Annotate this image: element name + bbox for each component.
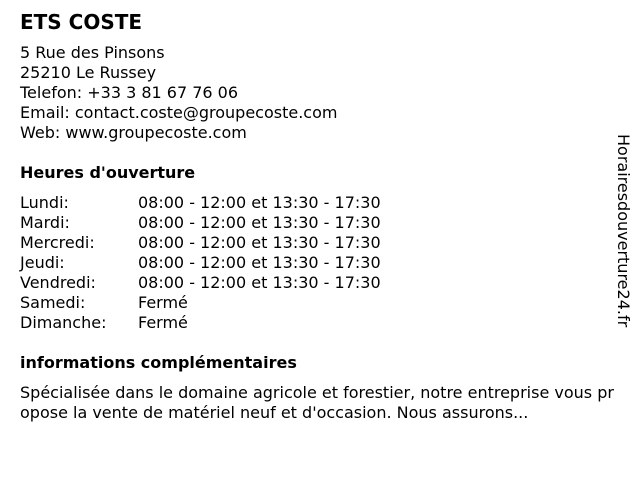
hours-value: 08:00 - 12:00 et 13:30 - 17:30 [138, 233, 381, 252]
day-label: Samedi: [20, 293, 86, 312]
hours-row-monday [20, 193, 450, 213]
day-label: Jeudi: [20, 253, 65, 272]
business-description: Spécialisée dans le domaine agricole et forestier, notre entreprise vous propose la vente de matériel neuf et d'occasion. Nous assurons... [20, 383, 614, 422]
phone-number: Telefon: +33 3 81 67 76 06 [20, 83, 239, 102]
hours-value: Fermé [138, 313, 188, 332]
site-watermark: Horairesdouverture24.fr [614, 134, 633, 328]
day-label: Dimanche: [20, 313, 107, 332]
hours-value: 08:00 - 12:00 et 13:30 - 17:30 [138, 213, 381, 232]
day-label: Vendredi: [20, 273, 96, 292]
day-label: Mercredi: [20, 233, 95, 252]
address-line-city: 25210 Le Russey [20, 63, 157, 82]
hours-row-sunday [20, 313, 450, 333]
hours-row-friday [20, 273, 450, 293]
hours-row-tuesday [20, 213, 450, 233]
business-name: ETS COSTE [20, 10, 143, 34]
hours-row-saturday [20, 293, 450, 313]
website-address: Web: www.groupecoste.com [20, 123, 247, 142]
opening-hours-table [20, 193, 450, 333]
hours-value: Fermé [138, 293, 188, 312]
hours-row-thursday [20, 253, 450, 273]
hours-value: 08:00 - 12:00 et 13:30 - 17:30 [138, 273, 381, 292]
contact-block [20, 43, 337, 143]
day-label: Lundi: [20, 193, 69, 212]
address-line-street: 5 Rue des Pinsons [20, 43, 165, 62]
hours-value: 08:00 - 12:00 et 13:30 - 17:30 [138, 253, 381, 272]
opening-hours-heading: Heures d'ouverture [20, 163, 196, 182]
hours-row-wednesday [20, 233, 450, 253]
email-address: Email: contact.coste@groupecoste.com [20, 103, 338, 122]
day-label: Mardi: [20, 213, 70, 232]
hours-value: 08:00 - 12:00 et 13:30 - 17:30 [138, 193, 381, 212]
additional-info-heading: informations complémentaires [20, 353, 297, 372]
